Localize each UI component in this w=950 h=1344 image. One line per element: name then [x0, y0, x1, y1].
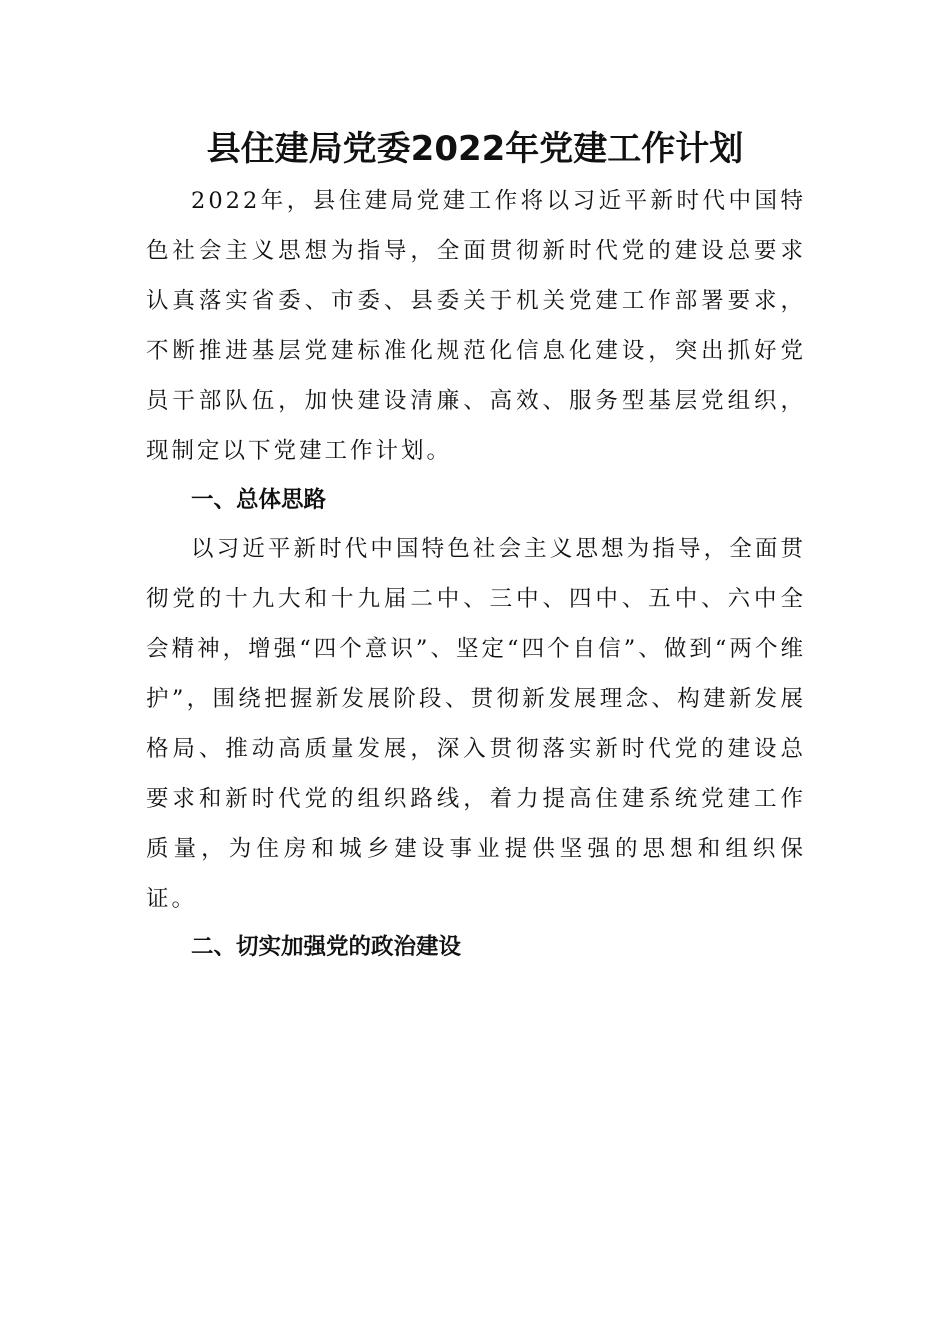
document-title: 县住建局党委2022年党建工作计划: [206, 129, 744, 169]
intro-paragraph: 2022年，县住建局党建工作将以习近平新时代中国特色社会主义思想为指导，全面贯彻新时代党的建设总要求认真落实省委、市委、县委关于机关党建工作部署要求，不断推进基层党建标准化规范化信息化建设，突出抓好党员干部队伍，加快建设清廉、高效、服务型基层党组织，现制定以下党建工作计划。: [146, 188, 806, 464]
section-body-overall-approach: 以习近平新时代中国特色社会主义思想为指导，全面贯彻党的十九大和十九届二中、三中、四中、五中、六中全会精神，增强“四个意识”、坚定“四个自信”、做到“两个维护”，围绕把握新发展阶段、贯彻新发展理念、构建新发展格局、推动高质量发展，深入贯彻落实新时代党的建设总要求和新时代党的组织路线，着力提高住建系统党建工作质量，为住房和城乡建设事业提供坚强的思想和组织保证。: [146, 536, 806, 912]
section-heading-overall-approach: 一、总体思路: [191, 487, 327, 513]
section-heading-political-building: 二、切实加强党的政治建设: [191, 934, 462, 960]
